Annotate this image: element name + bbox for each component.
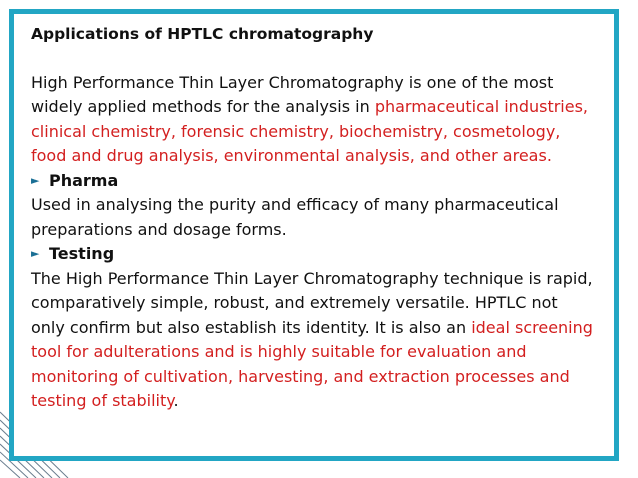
testing-text-end: . <box>173 391 179 410</box>
bullet-pharma <box>31 169 596 194</box>
testing-text: The High Performance Thin Layer Chromatography technique is rapid, comparatively simple, robust, and extremely versatile. HPTLC not only confirm but also establish its identity. It is also an <box>31 268 593 337</box>
testing-paragraph <box>31 267 596 414</box>
pharma-text: Used in analysing the purity and efficacy of many pharmaceutical preparations and dosage forms. <box>31 195 559 239</box>
intro-highlight: pharmaceutical industries, clinical chemistry, forensic chemistry, biochemistry, cosmetology, food and drug analysis, environmental analysis, and other areas. <box>31 97 589 165</box>
slide-content <box>31 22 596 414</box>
bullet-heading-testing: Testing <box>49 244 115 263</box>
bullet-arrow-icon: ► <box>31 247 40 260</box>
slide-frame <box>9 9 619 461</box>
bullet-arrow-icon: ► <box>31 173 40 187</box>
testing-highlight: ideal screening tool for adulterations and is highly suitable for evaluation and monitoring of cultivation, harvesting, and extraction processes and testing of stability <box>31 317 593 410</box>
bullet-heading-pharma: Pharma <box>49 170 119 190</box>
bullet-testing <box>31 242 596 267</box>
slide-title: Applications of HPTLC chromatography <box>31 25 374 43</box>
intro-paragraph <box>31 71 596 169</box>
intro-text: High Performance Thin Layer Chromatography is one of the most widely applied methods for the analysis in <box>31 72 554 116</box>
pharma-paragraph <box>31 193 596 242</box>
